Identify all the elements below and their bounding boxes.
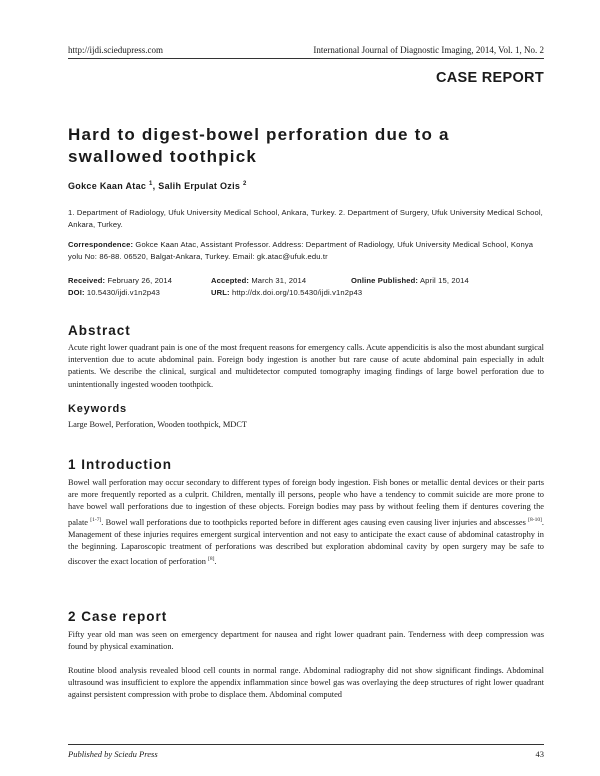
introduction-heading: 1 Introduction — [68, 457, 172, 472]
doi[interactable]: DOI: 10.5430/ijdi.v1n2p43 — [68, 288, 160, 297]
author-1-affil: 1 — [149, 181, 153, 187]
citation-ref[interactable]: [1-7] — [90, 516, 102, 523]
citation-ref[interactable]: [8-10] — [528, 516, 542, 523]
author-list — [68, 181, 247, 191]
correspondence-label: Correspondence: — [68, 240, 134, 249]
publisher: Published by Sciedu Press — [68, 749, 158, 759]
abstract-heading: Abstract — [68, 323, 131, 338]
journal-url[interactable]: http://ijdi.sciedupress.com — [68, 45, 163, 55]
accepted-date: Accepted: March 31, 2014 — [211, 276, 307, 285]
author-1: Gokce Kaan Atac — [68, 181, 147, 191]
author-separator: , — [152, 181, 159, 191]
article-type: CASE REPORT — [435, 70, 544, 86]
citation-ref[interactable]: [8] — [208, 556, 215, 563]
case-report-paragraph-2: Routine blood analysis revealed blood cell counts in normal range. Abdominal radiography did not show significant findings. Abdominal ultrasound was insufficient to explore the appendix inflammation since bowel gas was overlaying the deep structures of right lower quadrant against persistent compression with probe to displace them. Abdominal computed — [68, 666, 544, 700]
case-report-paragraph-1: Fifty year old man was seen on emergency department for nausea and right lower quadrant pain. Tenderness with deep compression was found by physical examination. — [68, 630, 544, 652]
affiliations: 1. Department of Radiology, Ufuk University Medical School, Ankara, Turkey. 2. Department of Surgery, Ufuk University Medical School, Ankara, Turkey. — [68, 208, 543, 229]
article-url[interactable]: URL: http://dx.doi.org/10.5430/ijdi.v1n2p43 — [211, 288, 363, 297]
running-header — [68, 44, 544, 56]
publication-dates — [68, 275, 544, 299]
footer-divider — [68, 744, 544, 745]
author-2: Salih Erpulat Ozis — [158, 181, 241, 191]
page-footer — [68, 749, 544, 759]
correspondence — [68, 239, 544, 263]
header-divider — [68, 58, 544, 59]
case-report-heading: 2 Case report — [68, 609, 168, 624]
correspondence-text: Gokce Kaan Atac, Assistant Professor. Address: Department of Radiology, Ufuk University Medical School, Konya yolu No: 86-88. 06520, Balgat-Ankara, Turkey. Email: gk.atac@ufuk.edu.tr — [68, 240, 534, 261]
journal-citation: International Journal of Diagnostic Imaging, 2014, Vol. 1, No. 2 — [313, 45, 544, 55]
introduction-text: Bowel wall perforation may occur secondary to different types of foreign body ingestion. Fish bones or metallic dental devices or their parts are more frequently reported as a culprit. Children, mentally ill persons, people who have a tendency to commit suicide are more prone to have bowel wall perforations due to ingestion of these objects. Foreign bodies may pass by without feeling them if dentures covering the palate [1-7]. Bowel wall perforations due to toothpicks reported before in different ages causing even causing liver injuries and abscesses [8-10]. Management of these injuries requires emergent surgical intervention and not easy to anticipate the exact cause of abdominal catastrophy in the beginning. Laparoscopic treatment of perforations was described but exploration abdominal cavity by open surgery may be safe to discover the exact location of perforation [8]. — [68, 478, 544, 566]
online-published-date: Online Published: April 15, 2014 — [351, 276, 469, 285]
received-date: Received: February 26, 2014 — [68, 276, 173, 285]
article-title: Hard to digest-bowel perforation due to a swallowed toothpick — [68, 125, 450, 166]
keywords-heading: Keywords — [68, 403, 127, 415]
author-2-affil: 2 — [243, 181, 247, 187]
abstract-text: Acute right lower quadrant pain is one of the most frequent reasons for emergency calls. Acute appendicitis is also the most abundant surgical intervention due to acute abdominal pain. Foreign body ingestion is another but rare cause of acute abdominal pain especially in adult patients. We describe the clinical, surgical and multidetector computed tomography imaging findings of large bowel perforation due to unintentionally ingested wooden toothpick. — [68, 343, 544, 389]
page-number: 43 — [535, 749, 544, 759]
keywords-text: Large Bowel, Perforation, Wooden toothpick, MDCT — [68, 420, 248, 429]
